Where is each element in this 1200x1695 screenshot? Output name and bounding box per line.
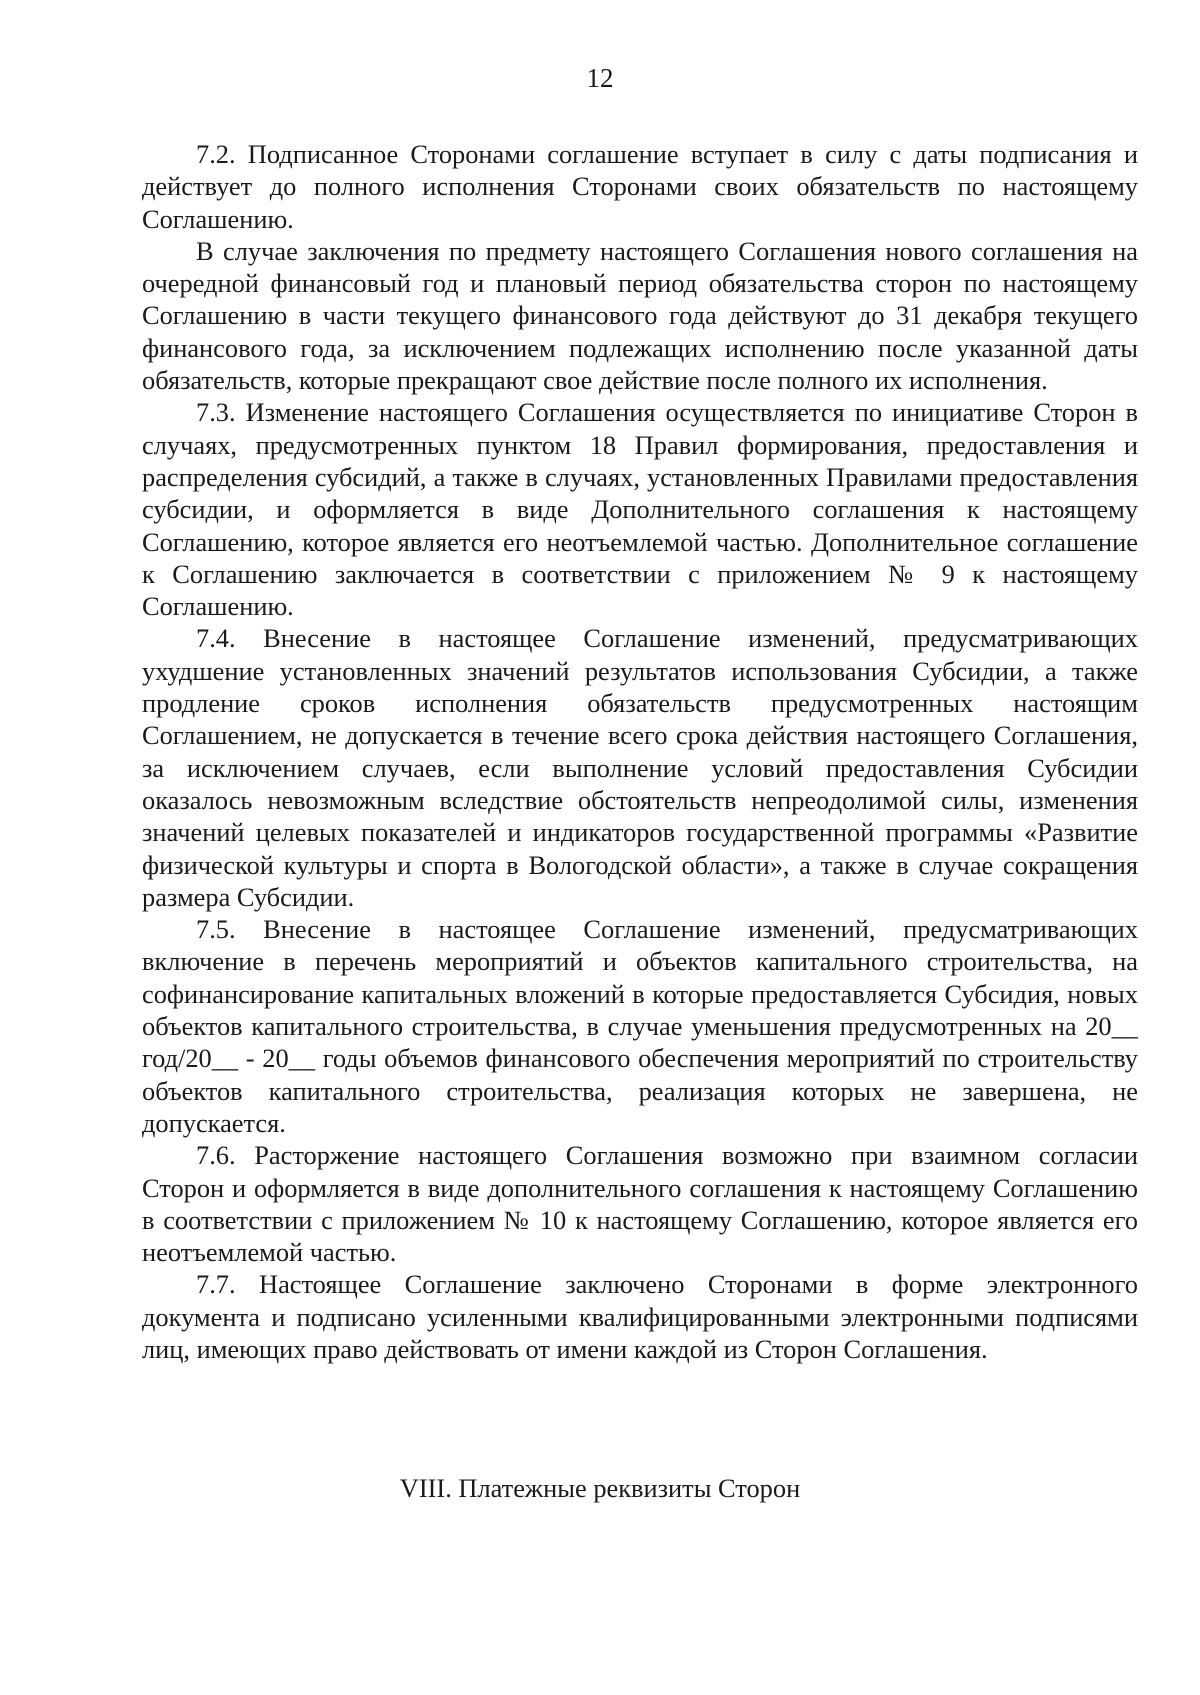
paragraph-7-6: 7.6. Расторжение настоящего Соглашения возможно при взаимном согласии Сторон и оформляется в виде дополнительного соглашения к настоящему Соглашению в соответствии с приложением № 10 к настоящему Соглашению, которое является его неотъемлемой частью. xyxy=(142,1140,1138,1268)
paragraph-7-4: 7.4. Внесение в настоящее Соглашение изменений, предусматривающих ухудшение установленных значений результатов использования Субсидии, а также продление сроков исполнения обязательств предусмотренных настоящим Соглашением, не допускается в течение всего срока действия настоящего Соглашения, за исключением случаев, если выполнение условий предоставления Субсидии оказалось невозможным вследствие обстоятельств непреодолимой силы, изменения значений целевых показателей и индикаторов государственной программы «Развитие физической культуры и спорта в Вологодской области», а также в случае сокращения размера Субсидии. xyxy=(142,623,1138,912)
paragraph-7-7: 7.7. Настоящее Соглашение заключено Сторонами в форме электронного документа и подписано усиленными квалифицированными электронными подписями лиц, имеющих право действовать от имени каждой из Сторон Соглашения. xyxy=(142,1269,1138,1364)
paragraph-7-2: 7.2. Подписанное Сторонами соглашение вступает в силу с даты подписания и действует до полного исполнения Сторонами своих обязательств по настоящему Соглашению. xyxy=(142,139,1138,234)
paragraph-7-3: 7.3. Изменение настоящего Соглашения осуществляется по инициативе Сторон в случаях, предусмотренных пунктом 18 Правил формирования, предоставления и распределения субсидий, а также в случаях, установленных Правилами предоставления субсидии, и оформляется в виде Дополнительного соглашения к настоящему Соглашению, которое является его неотъемлемой частью. Дополнительное соглашение к Соглашению заключается в соответствии с приложением № 9 к настоящему Соглашению. xyxy=(142,397,1138,622)
section-heading: VIII. Платежные реквизиты Сторон xyxy=(399,1473,801,1503)
paragraph-7-2-continuation: В случае заключения по предмету настоящего Соглашения нового соглашения на очередной финансовый год и плановый период обязательства сторон по настоящему Соглашению в части текущего финансового года действуют до 31 декабря текущего финансового года, за исключением подлежащих исполнению после указанной даты обязательств, которые прекращают свое действие после полного их исполнения. xyxy=(142,235,1138,396)
document-body xyxy=(142,138,1138,1365)
page-number: 12 xyxy=(586,63,614,93)
paragraph-7-5: 7.5. Внесение в настоящее Соглашение изменений, предусматривающих включение в перечень мероприятий и объектов капитального строительства, на софинансирование капитальных вложений в которые предоставляется Субсидия, новых объектов капитального строительства, в случае уменьшения предусмотренных на 20__ год/20__ - 20__ годы объемов финансового обеспечения мероприятий по строительству объектов капитального строительства, реализация которых не завершена, не допускается. xyxy=(142,914,1138,1138)
